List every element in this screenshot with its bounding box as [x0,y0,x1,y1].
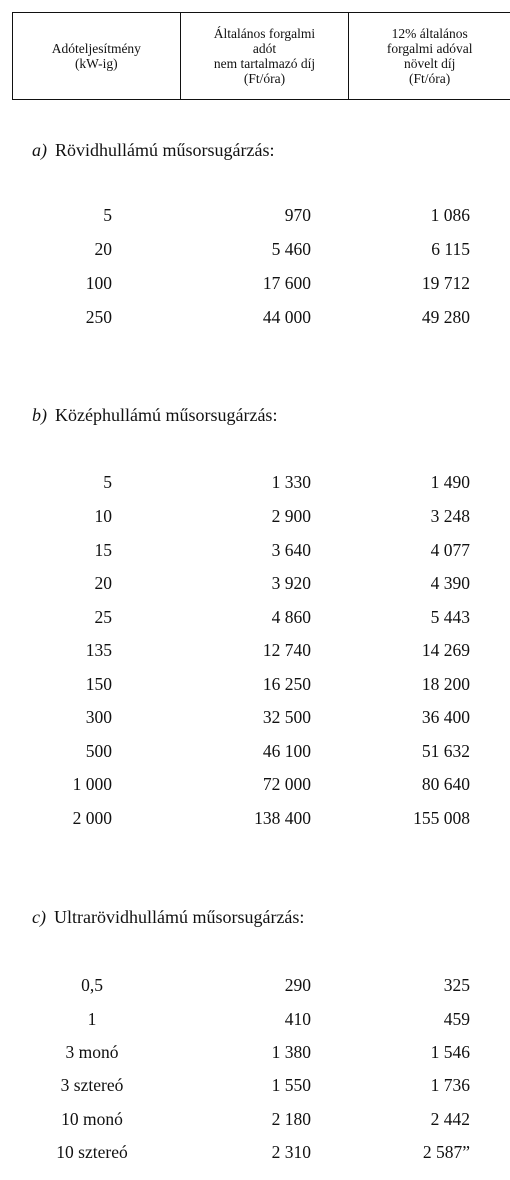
power-cell: 0,5 [81,975,103,995]
net-fee-cell: 17 600 [262,273,311,293]
gross-fee-cell: 14 269 [421,640,470,660]
net-fee-cell: 970 [284,205,311,225]
section-title [32,907,304,928]
table-row [0,1142,510,1172]
net-fee-cell: 32 500 [262,707,311,727]
gross-fee-cell: 155 008 [413,808,470,828]
table-header [12,12,510,100]
net-fee-cell: 138 400 [254,808,311,828]
header-net-fee-column: Általános forgalmi adót nem tartalmazó díj (Ft/óra) [181,13,350,99]
table-row [0,506,510,536]
table-row [0,674,510,704]
power-cell: 20 [94,573,112,593]
gross-fee-cell: 325 [443,975,470,995]
table-row [0,307,510,337]
net-fee-cell: 12 740 [262,640,311,660]
table-row [0,741,510,771]
power-cell: 10 [94,506,112,526]
net-fee-cell: 2 310 [271,1142,311,1162]
gross-fee-cell: 1 546 [430,1042,470,1062]
table-row [0,273,510,303]
gross-fee-cell: 459 [443,1009,470,1029]
net-fee-cell: 3 920 [271,573,311,593]
table-row [0,1109,510,1139]
gross-fee-cell: 4 390 [430,573,470,593]
header-power-column: Adóteljesítmény (kW-ig) [13,13,181,99]
gross-fee-cell: 6 115 [431,239,470,259]
table-row [0,472,510,502]
net-fee-cell: 2 900 [271,506,311,526]
table-row [0,640,510,670]
power-cell: 5 [103,472,112,492]
net-fee-cell: 1 330 [271,472,311,492]
table-row [0,808,510,838]
power-cell: 3 sztereó [60,1075,124,1095]
net-fee-cell: 2 180 [271,1109,311,1129]
header-gross-fee-column: 12% általános forgalmi adóval növelt díj (Ft/óra) [386,26,473,86]
net-fee-cell: 16 250 [262,674,311,694]
section-letter: a) [32,140,47,160]
gross-fee-cell: 2 442 [430,1109,470,1129]
net-fee-cell: 72 000 [262,774,311,794]
table-row [0,239,510,269]
net-fee-cell: 3 640 [271,540,311,560]
gross-fee-cell: 1 736 [430,1075,470,1095]
section-letter: b) [32,405,47,425]
section-title-text: Rövidhullámú műsorsugárzás: [55,140,275,160]
gross-fee-cell: 2 587” [422,1142,470,1162]
power-cell: 250 [85,307,112,327]
power-cell: 20 [94,239,112,259]
power-cell: 1 000 [72,774,112,794]
gross-fee-cell: 5 443 [430,607,470,627]
power-cell: 1 [87,1009,97,1029]
net-fee-cell: 46 100 [262,741,311,761]
gross-fee-cell: 49 280 [421,307,470,327]
table-row [0,540,510,570]
net-fee-cell: 44 000 [262,307,311,327]
gross-fee-cell: 1 490 [430,472,470,492]
net-fee-cell: 1 550 [271,1075,311,1095]
power-cell: 500 [85,741,112,761]
gross-fee-cell: 4 077 [430,540,470,560]
section-title [32,405,277,426]
section-title-text: Ultrarövidhullámú műsorsugárzás: [53,907,305,927]
gross-fee-cell: 1 086 [430,205,470,225]
section-title [32,140,274,161]
gross-fee-cell: 51 632 [421,741,470,761]
power-cell: 5 [103,205,112,225]
net-fee-cell: 1 380 [271,1042,311,1062]
table-row [0,707,510,737]
power-cell: 300 [85,707,112,727]
gross-fee-cell: 18 200 [421,674,470,694]
power-cell: 135 [85,640,112,660]
power-cell: 15 [94,540,112,560]
gross-fee-cell: 80 640 [421,774,470,794]
power-cell: 2 000 [72,808,112,828]
table-row [0,1009,510,1039]
net-fee-cell: 5 460 [271,239,311,259]
section-title-text: Középhullámú műsorsugárzás: [55,405,278,425]
power-cell: 10 monó [61,1109,123,1129]
table-row [0,1075,510,1105]
net-fee-cell: 4 860 [271,607,311,627]
table-row [0,573,510,603]
power-cell: 100 [85,273,112,293]
table-row [0,205,510,235]
section-letter: c) [32,907,46,927]
gross-fee-cell: 36 400 [421,707,470,727]
power-cell: 3 monó [65,1042,119,1062]
power-cell: 150 [85,674,112,694]
table-row [0,975,510,1005]
table-row [0,1042,510,1072]
table-row [0,774,510,804]
gross-fee-cell: 19 712 [421,273,470,293]
gross-fee-cell: 3 248 [430,506,470,526]
net-fee-cell: 410 [284,1009,311,1029]
power-cell: 25 [94,607,112,627]
table-row [0,607,510,637]
power-cell: 10 sztereó [56,1142,128,1162]
net-fee-cell: 290 [284,975,311,995]
